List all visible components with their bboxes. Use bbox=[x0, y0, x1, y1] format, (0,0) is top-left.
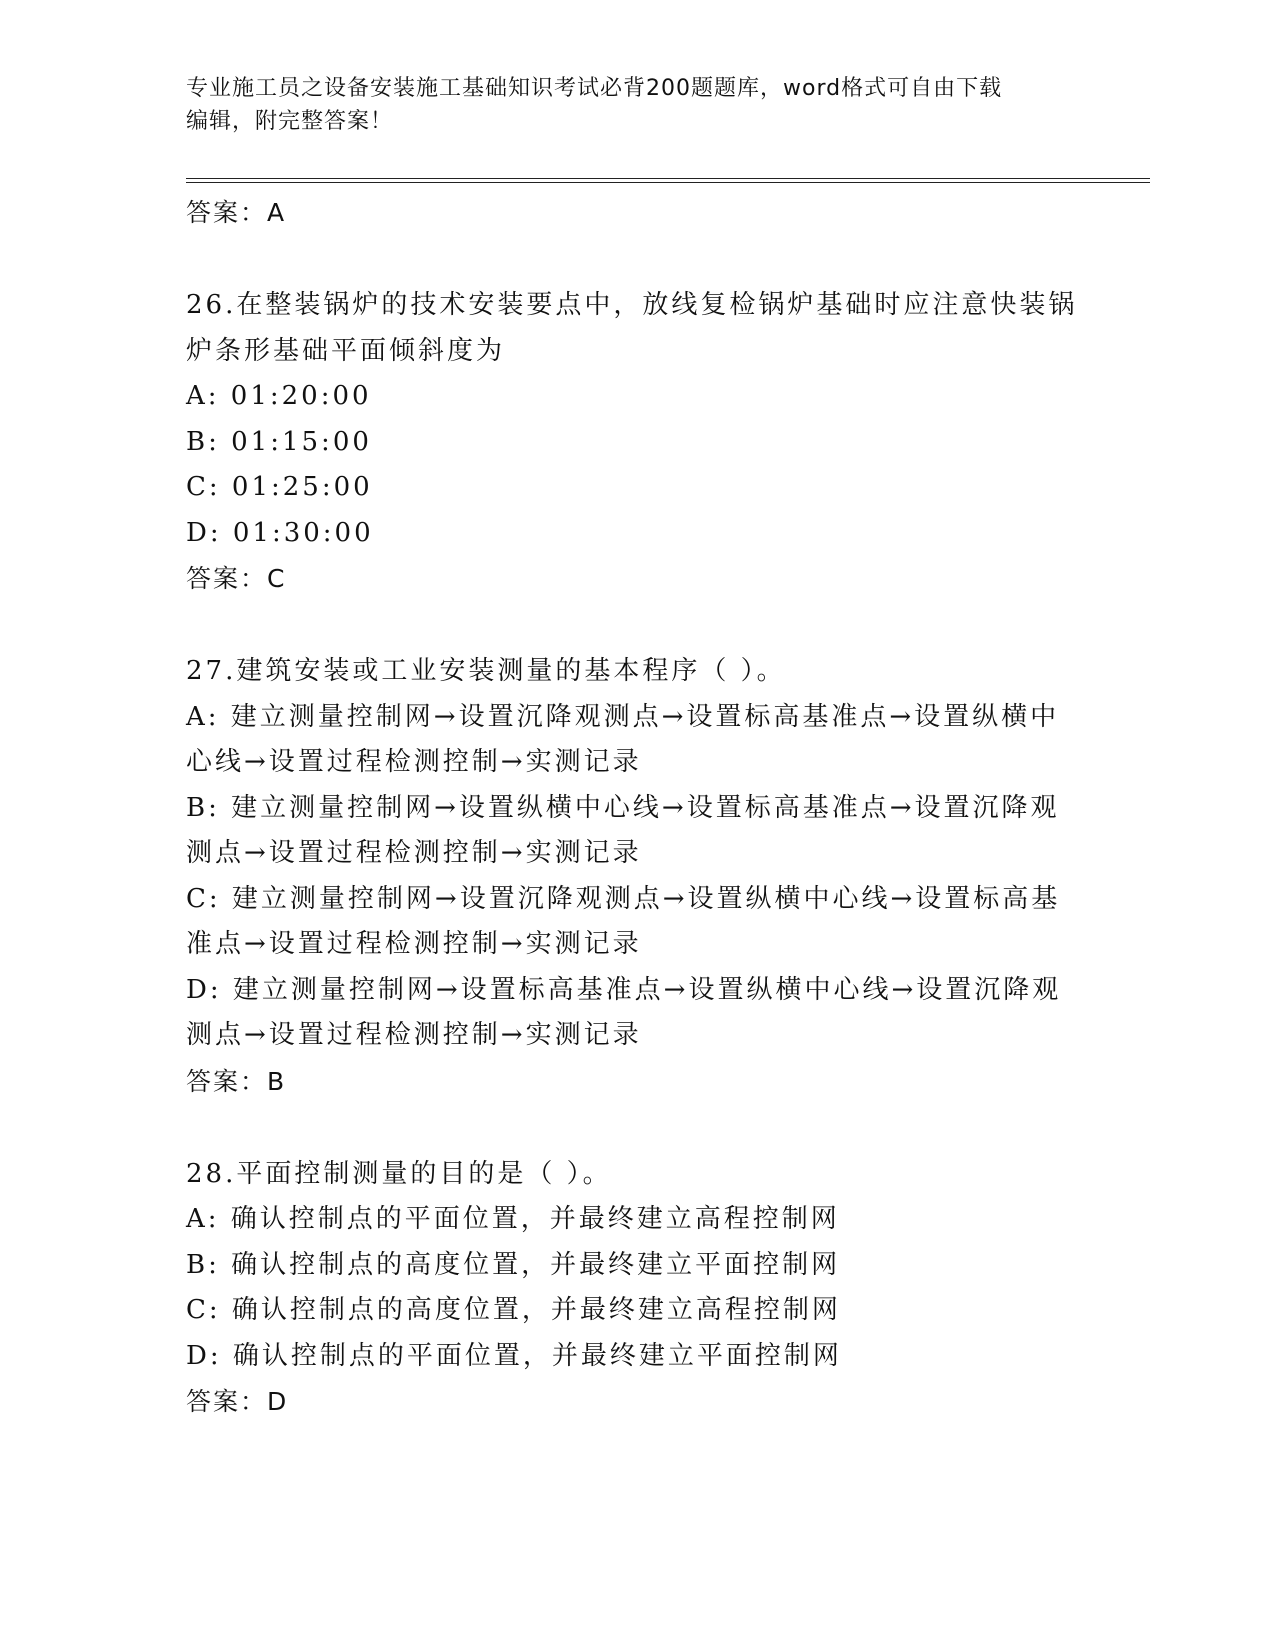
question-answer: 答案：C bbox=[186, 564, 287, 593]
option-a: A: 01:20:00 bbox=[186, 381, 372, 411]
question-stem-line: 炉条形基础平面倾斜度为 bbox=[186, 335, 506, 366]
option-d: D: 01:30:00 bbox=[186, 517, 374, 548]
document-header bbox=[186, 72, 1076, 138]
question-26 bbox=[186, 283, 1086, 602]
question-stem-line: 26.在整装锅炉的技术安装要点中，放线复检锅炉基础时应注意快装锅 bbox=[186, 290, 1078, 320]
option-d-continued: 测点→设置过程检测控制→实测记录 bbox=[186, 1020, 642, 1050]
option-d: D: 建立测量控制网→设置标高基准点→设置纵横中心线→设置沉降观 bbox=[186, 974, 1062, 1005]
option-d: D: 确认控制点的平面位置，并最终建立平面控制网 bbox=[186, 1340, 842, 1371]
header-divider-top bbox=[186, 178, 1150, 179]
option-c: C: 建立测量控制网→设置沉降观测点→设置纵横中心线→设置标高基 bbox=[186, 883, 1061, 914]
question-list bbox=[186, 190, 1086, 1425]
header-title-line-1: 专业施工员之设备安装施工基础知识考试必背200题题库，word格式可自由下载 bbox=[186, 76, 1003, 101]
option-b: B: 建立测量控制网→设置纵横中心线→设置标高基准点→设置沉降观 bbox=[186, 792, 1060, 823]
question-28 bbox=[186, 1152, 1086, 1426]
option-a: A: 确认控制点的平面位置，并最终建立高程控制网 bbox=[186, 1204, 840, 1234]
previous-answer: 答案：A bbox=[186, 198, 287, 227]
question-answer: 答案：B bbox=[186, 1066, 287, 1096]
question-27 bbox=[186, 649, 1086, 1105]
header-divider-bottom bbox=[186, 182, 1150, 183]
option-c: C: 01:25:00 bbox=[186, 472, 373, 502]
option-c: C: 确认控制点的高度位置，并最终建立高程控制网 bbox=[186, 1295, 841, 1325]
option-b: B: 01:15:00 bbox=[186, 426, 372, 457]
option-a-continued: 心线→设置过程检测控制→实测记录 bbox=[186, 747, 642, 777]
header-title-line-2: 编辑，附完整答案！ bbox=[186, 109, 394, 134]
question-stem-line: 27.建筑安装或工业安装测量的基本程序（ ）。 bbox=[186, 656, 786, 686]
option-b: B: 确认控制点的高度位置，并最终建立平面控制网 bbox=[186, 1249, 841, 1280]
option-a: A: 建立测量控制网→设置沉降观测点→设置标高基准点→设置纵横中 bbox=[186, 701, 1060, 732]
option-c-continued: 准点→设置过程检测控制→实测记录 bbox=[186, 929, 642, 959]
option-b-continued: 测点→设置过程检测控制→实测记录 bbox=[186, 838, 642, 868]
question-answer: 答案：D bbox=[186, 1387, 289, 1416]
question-stem-line: 28.平面控制测量的目的是（ ）。 bbox=[186, 1158, 612, 1189]
